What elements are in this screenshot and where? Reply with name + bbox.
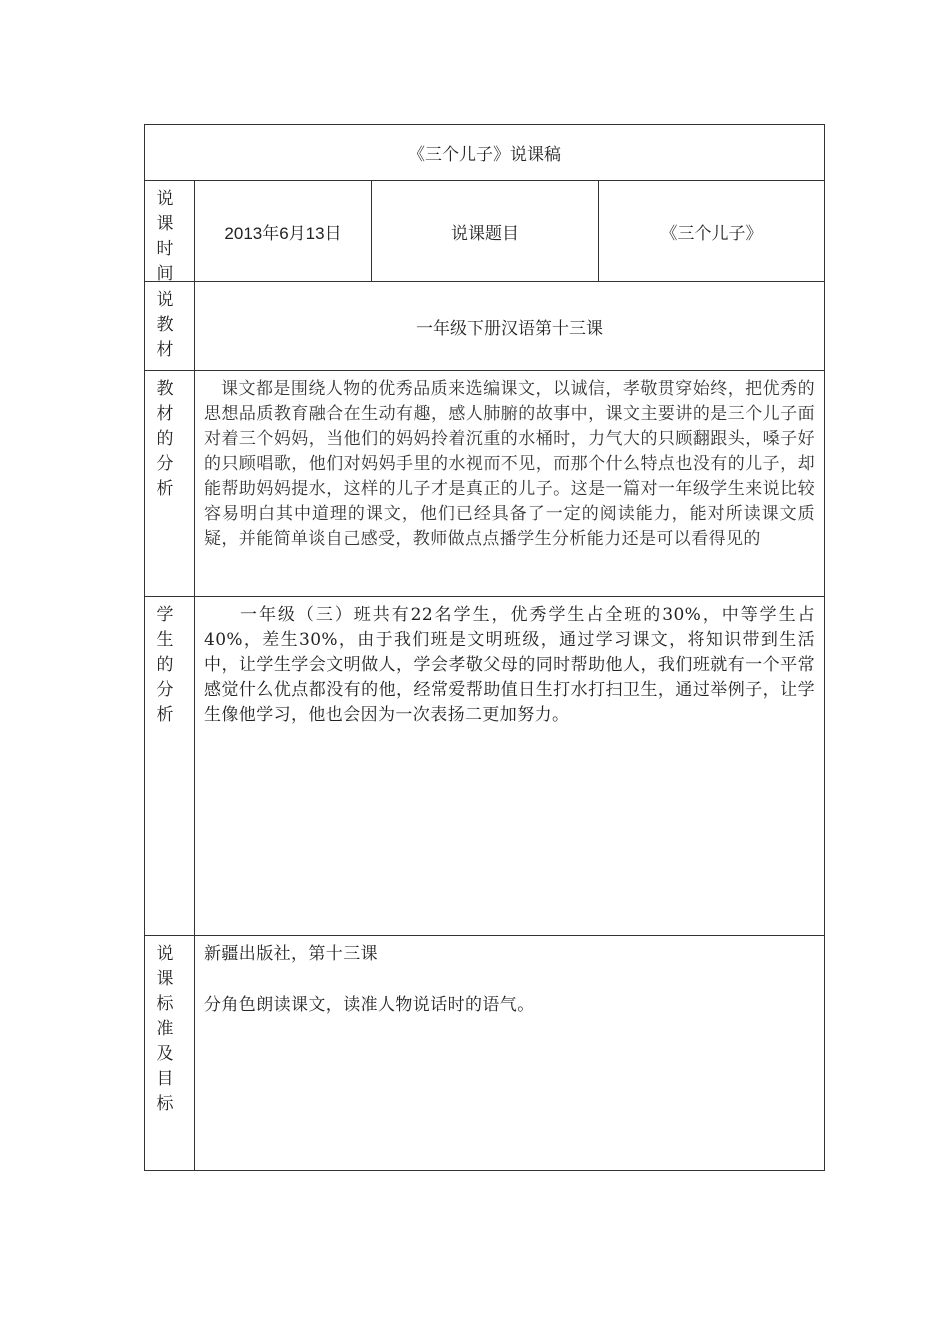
textbook-label: 说教材	[156, 290, 174, 360]
standards-row	[145, 936, 824, 1171]
standards-line-1: 新疆出版社，第十三课	[204, 944, 378, 964]
textbook-value-cell	[195, 282, 824, 370]
time-label: 说课时间	[156, 189, 174, 284]
standards-line-2: 分角色朗读课文，读准人物说话时的语气。	[204, 995, 535, 1015]
student-analysis-label-cell	[145, 597, 195, 935]
textbook-analysis-cell	[195, 371, 824, 596]
textbook-label-cell	[145, 282, 195, 370]
date-cell	[195, 181, 372, 281]
topic-label: 说课题目	[451, 223, 519, 244]
textbook-value: 一年级下册汉语第十三课	[416, 318, 603, 339]
standards-label-cell	[145, 936, 195, 1171]
textbook-analysis-label-cell	[145, 371, 195, 596]
lesson-plan-table	[144, 124, 825, 1171]
topic-label-cell	[372, 181, 599, 281]
time-label-cell	[145, 181, 195, 284]
standards-cell	[195, 936, 824, 1171]
standards-label: 说课标准及目标	[156, 944, 174, 1114]
student-analysis-row	[145, 597, 824, 936]
topic-value-cell	[599, 181, 824, 281]
textbook-row	[145, 282, 824, 371]
student-analysis-label: 学生的分析	[156, 605, 174, 725]
time-row	[145, 181, 824, 282]
textbook-analysis-row	[145, 371, 824, 597]
textbook-analysis-text: 课文都是围绕人物的优秀品质来选编课文，以诚信，孝敬贯穿始终，把优秀的思想品质教育融合在生动有趣，感人肺腑的故事中，课文主要讲的是三个儿子面对着三个妈妈，当他们的妈妈拎着沉重的水桶时，力气大的只顾翻跟头，嗓子好的只顾唱歌，他们对妈妈手里的水视而不见，而那个什么特点也没有的儿子，却能帮助妈妈提水，这样的儿子才是真正的儿子。这是一篇对一年级学生来说比较容易明白其中道理的课文，他们已经具备了一定的阅读能力，能对所读课文质疑，并能简单谈自己感受，教师做点点播学生分析能力还是可以看得见的	[204, 379, 815, 549]
document-title: 《三个儿子》说课稿	[408, 145, 561, 165]
student-analysis-cell	[195, 597, 824, 935]
title-row	[145, 125, 824, 181]
lesson-date: 2013年6月13日	[224, 223, 342, 243]
textbook-analysis-label: 教材的分析	[156, 379, 174, 499]
topic-value: 《三个儿子》	[660, 223, 763, 244]
student-analysis-text: 一年级（三）班共有22名学生，优秀学生占全班的30%，中等学生占40%，差生30%，由于我们班是文明班级，通过学习课文，将知识带到生活中，让学生学会文明做人，学会孝敬父母的同时帮助他人，我们班就有一个平常感觉什么优点都没有的他，经常爱帮助值日生打水打扫卫生，通过举例子，让学生像他学习，他也会因为一次表扬二更加努力。	[204, 605, 815, 725]
